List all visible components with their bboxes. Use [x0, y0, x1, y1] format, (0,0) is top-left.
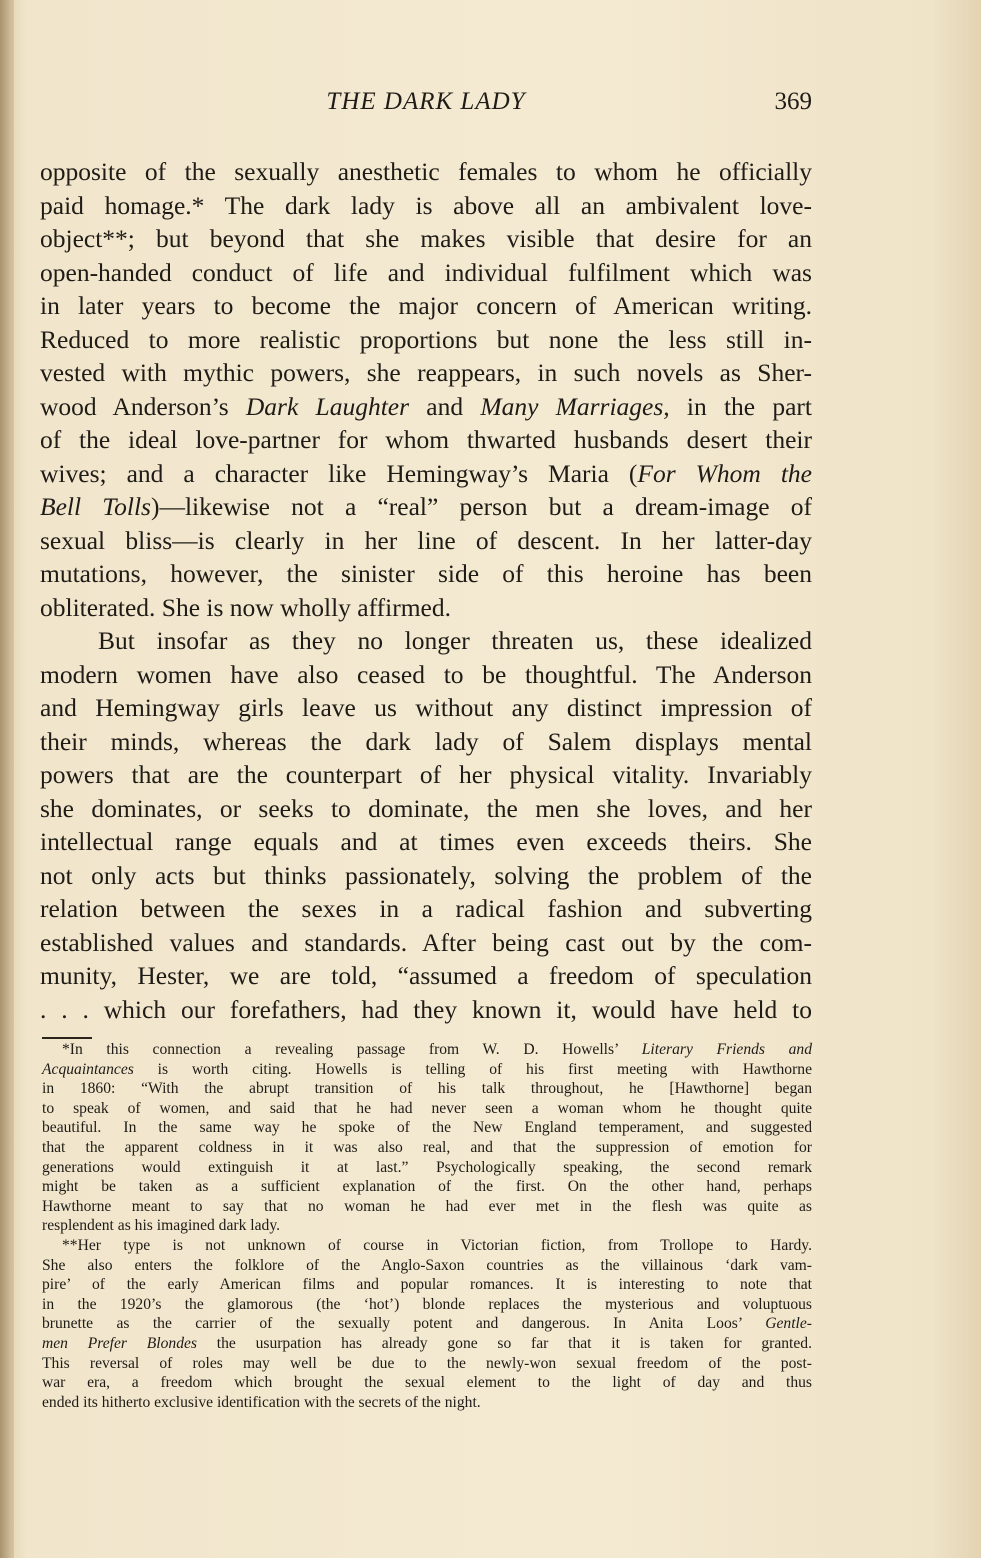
book-gutter-shadow [0, 0, 14, 1558]
text-run: war era, a freedom which brought the sexual element to the light of day and thus [42, 1374, 812, 1392]
text-run: sexual bliss—is clearly in her line of descent. In her latter-day [40, 525, 812, 555]
italic-title-text: For Whom the [637, 458, 812, 488]
page-header [40, 88, 812, 122]
text-run: of the ideal love-partner for whom thwarted husbands desert their [40, 425, 812, 454]
text-run: established values and standards. After being cast out by the com- [40, 927, 812, 957]
body-line [40, 457, 812, 491]
text-run: the usurpation has already gone so far that it is taken for granted. [197, 1334, 812, 1352]
footnotes [42, 1040, 812, 1412]
footnote-line [42, 1177, 812, 1197]
text-run: munity, Hester, we are told, “assumed a freedom of speculation [40, 961, 812, 990]
text-run: resplendent as his imagined dark lady. [42, 1217, 281, 1235]
body-line [40, 758, 812, 792]
footnote-line [42, 1373, 812, 1393]
italic-title-text: Bell Tolls [40, 492, 151, 521]
text-run: She also enters the folklore of the Anglo-Saxon countries as the villainous ‘dark vam- [42, 1256, 812, 1274]
text-run: opposite of the sexually anesthetic females to whom he officially [40, 157, 812, 186]
italic-title-text: Acquaintances [42, 1060, 134, 1078]
body-line [40, 524, 812, 558]
text-run: wives; and a character like Hemingway’s Maria ( [40, 458, 638, 488]
footnote-line [42, 1060, 812, 1080]
text-run: This reversal of roles may well be due to the newly-won sexual freedom of the post- [42, 1354, 812, 1372]
running-title: THE DARK LADY [326, 88, 526, 115]
italic-title-text: Literary Friends and [641, 1041, 813, 1058]
body-line [40, 624, 812, 658]
body-line [40, 222, 812, 256]
text-run: paid homage.* The dark lady is above all an ambivalent love- [40, 190, 812, 220]
text-run: But insofar as they no longer threaten us, these idealized [98, 626, 812, 655]
body-line [40, 557, 812, 591]
footnote-line [42, 1275, 812, 1295]
text-run: modern women have also ceased to be thoughtful. The Anderson [40, 659, 812, 689]
body-line [40, 691, 812, 725]
italic-title-text: Dark Laughter [245, 391, 410, 421]
text-run: ended its hitherto exclusive identification with the secrets of the night. [42, 1393, 481, 1411]
footnote-line [42, 1040, 812, 1060]
text-run: is worth citing. Howells is telling of his first meeting with Hawthorne [133, 1060, 812, 1078]
text-run: obliterated. She is now wholly affirmed. [40, 592, 451, 622]
text-run: in the 1920’s the glamorous (the ‘hot’) blonde replaces the mysterious and voluptuous [42, 1295, 812, 1313]
text-run: beautiful. In the same way he spoke of the New England temperament, and suggested [42, 1119, 812, 1137]
body-line [40, 189, 812, 223]
text-run: intellectual range equals and at times even exceeds theirs. She [40, 827, 812, 856]
text-run: brunette as the carrier of the sexually potent and dangerous. In Anita Loos’ [42, 1315, 766, 1333]
text-run: open-handed conduct of life and individual fulfilment which was [40, 257, 812, 287]
body-line [40, 993, 812, 1027]
text-run: might be taken as a sufficient explanation of the first. On the other hand, perhaps [42, 1178, 812, 1196]
body-line [40, 792, 812, 826]
footnote-line [42, 1099, 812, 1119]
footnote-line [42, 1393, 812, 1413]
text-run: in later years to become the major concern of American writing. [40, 291, 812, 320]
footnote-line [42, 1236, 812, 1256]
text-run: Hawthorne meant to say that no woman he had ever met in the flesh was quite as [42, 1197, 812, 1215]
footnote-line [42, 1334, 812, 1354]
footnote-line [42, 1138, 812, 1158]
body-line [40, 591, 812, 625]
text-run: mutations, however, the sinister side of this heroine has been [40, 559, 812, 588]
text-run: and Hemingway girls leave us without any distinct impression of [40, 693, 812, 722]
body-line [40, 256, 812, 290]
italic-title-text: men Prefer Blondes [42, 1334, 197, 1352]
body-line [40, 390, 812, 424]
text-run: )—likewise not a “real” person but a dream-image of [150, 492, 812, 521]
footnote-line [42, 1295, 812, 1315]
body-line [40, 658, 812, 692]
main-text [40, 155, 812, 1026]
text-run: vested with mythic powers, she reappears, in such novels as Sher- [40, 358, 812, 387]
text-run: Reduced to more realistic proportions but none the less still in- [40, 324, 812, 354]
text-run: . . . which our forefathers, had they known it, would have held to [40, 994, 812, 1024]
text-run: in 1860: “With the abrupt transition of his talk throughout, he [Hawthorne] began [42, 1080, 812, 1098]
footnote-line [42, 1158, 812, 1178]
footnote-line [42, 1314, 812, 1334]
body-line [40, 859, 812, 893]
text-run: *In this connection a revealing passage from W. D. Howells’ [62, 1041, 642, 1058]
text-run: relation between the sexes in a radical fashion and subverting [40, 894, 812, 923]
body-line [40, 959, 812, 993]
footnote-line [42, 1118, 812, 1138]
text-run: in the part [669, 391, 812, 421]
body-line [40, 725, 812, 759]
italic-title-text: Many Marriages, [480, 391, 670, 421]
footnote-separator [42, 1037, 92, 1039]
body-line [40, 356, 812, 390]
text-run: object**; but beyond that she makes visible that desire for an [40, 224, 812, 253]
footnote-line [42, 1216, 812, 1236]
text-run: that the apparent coldness in it was also real, and that the suppression of emotion for [42, 1138, 812, 1156]
text-run: generations would extinguish it at last.” Psychologically speaking, the second remark [42, 1158, 812, 1176]
footnote-line [42, 1256, 812, 1276]
footnote-line [42, 1354, 812, 1374]
text-run: pire’ of the early American films and popular romances. It is interesting to note that [42, 1276, 812, 1294]
text-run: she dominates, or seeks to dominate, the men she loves, and her [40, 793, 812, 823]
body-line [40, 926, 812, 960]
body-line [40, 892, 812, 926]
text-run: not only acts but thinks passionately, solving the problem of the [40, 860, 812, 890]
text-run: powers that are the counterpart of her physical vitality. Invariably [40, 760, 812, 789]
body-line [40, 155, 812, 189]
body-line [40, 289, 812, 323]
body-line [40, 490, 812, 524]
text-run: their minds, whereas the dark lady of Salem displays mental [40, 726, 812, 756]
body-line [40, 423, 812, 457]
body-line [40, 323, 812, 357]
text-run: to speak of women, and said that he had never seen a woman whom he thought quite [42, 1099, 812, 1117]
text-run: and [409, 391, 481, 421]
text-run: **Her type is not unknown of course in Victorian fiction, from Trollope to Hardy. [62, 1236, 812, 1254]
italic-title-text: Gentle- [765, 1315, 812, 1333]
footnote-line [42, 1079, 812, 1099]
body-line [40, 825, 812, 859]
page-number: 369 [774, 88, 812, 115]
footnote-line [42, 1197, 812, 1217]
text-run: wood Anderson’s [40, 391, 246, 421]
